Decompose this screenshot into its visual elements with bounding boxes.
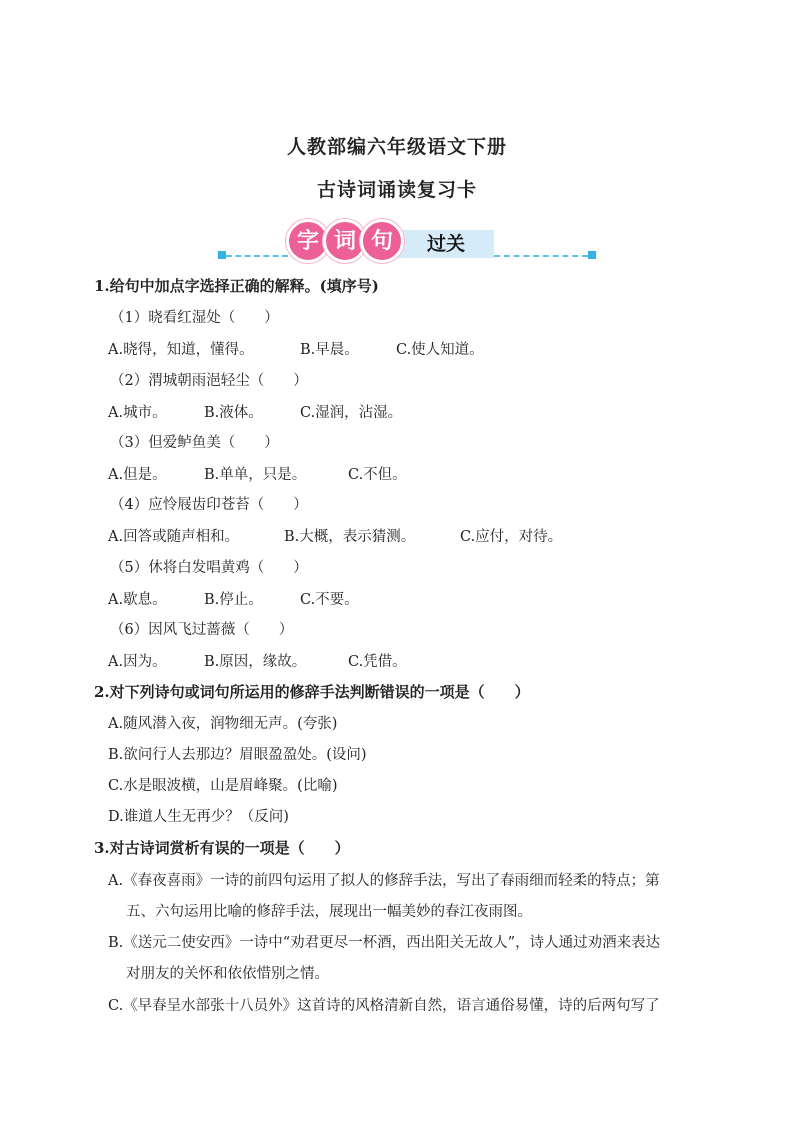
badge-left-dot bbox=[218, 251, 226, 259]
q3-option-a-line-2: 五、六句运用比喻的修辞手法，展现出一幅美妙的春江夜雨图。 bbox=[126, 904, 532, 920]
option-c: C.凭借。 bbox=[348, 654, 407, 670]
q1-item-5-prompt: （5）休将白发唱黄鸡（ ） bbox=[110, 560, 308, 576]
badge-dashed-line-left bbox=[226, 255, 288, 257]
page-subtitle: 古诗词诵读复习卡 bbox=[316, 179, 477, 201]
q1-item-2-options bbox=[108, 401, 402, 422]
option-b: B.停止。 bbox=[204, 592, 263, 608]
option-c: C.湿润，沾湿。 bbox=[300, 405, 403, 421]
badge-char-2: 词 bbox=[323, 219, 367, 263]
question-1-stem: 1.给句中加点字选择正确的解释。(填序号) bbox=[94, 277, 379, 295]
q2-option-b: B.欲问行人去那边？眉眼盈盈处。(设问) bbox=[108, 747, 367, 763]
option-b: B.原因，缘故。 bbox=[204, 654, 307, 670]
q2-option-d: D.谁道人生无再少？（反问) bbox=[108, 809, 289, 825]
q2-option-a: A.随风潜入夜，润物细无声。(夸张) bbox=[108, 716, 338, 732]
option-a: A.但是。 bbox=[108, 467, 167, 483]
option-b: B.液体。 bbox=[204, 405, 263, 421]
badge-label: 过关 bbox=[398, 230, 494, 258]
option-a: A.因为。 bbox=[108, 654, 167, 670]
q1-item-3-prompt: （3）但爱鲈鱼美（ ） bbox=[110, 435, 279, 451]
question-3-stem: 3.对古诗词赏析有误的一项是（ ） bbox=[94, 839, 350, 857]
option-c: C.使人知道。 bbox=[396, 342, 484, 358]
option-b: B.大概，表示猜测。 bbox=[284, 529, 416, 545]
badge-dashed-line-right bbox=[494, 255, 588, 257]
q1-item-6-prompt: （6）因风飞过蔷薇（ ） bbox=[110, 622, 294, 638]
option-a: A.歇息。 bbox=[108, 592, 167, 608]
page-title: 人教部编六年级语文下册 bbox=[286, 136, 507, 158]
q2-option-c: C.水是眼波横，山是眉峰聚。(比喻) bbox=[108, 778, 338, 794]
q1-item-6-options bbox=[108, 650, 407, 671]
badge-right-dot bbox=[588, 251, 596, 259]
badge-char-3: 句 bbox=[360, 219, 404, 263]
option-c: C.不但。 bbox=[348, 467, 407, 483]
q1-item-2-prompt: （2）渭城朝雨浥轻尘（ ） bbox=[110, 373, 308, 389]
q1-item-1-options bbox=[108, 338, 484, 359]
option-c: C.不要。 bbox=[300, 592, 359, 608]
q1-item-4-prompt: （4）应怜屐齿印苍苔（ ） bbox=[110, 497, 308, 513]
q1-item-4-options bbox=[108, 525, 562, 546]
badge-char-1: 字 bbox=[286, 219, 330, 263]
question-2-stem: 2.对下列诗句或词句所运用的修辞手法判断错误的一项是（ ） bbox=[94, 683, 530, 701]
q3-option-a-line-1: A.《春夜喜雨》一诗的前四句运用了拟人的修辞手法，写出了春雨细而轻柔的特点；第 bbox=[108, 873, 660, 889]
option-a: A.晓得，知道，懂得。 bbox=[108, 342, 254, 358]
q1-item-5-options bbox=[108, 588, 359, 609]
option-b: B.早晨。 bbox=[300, 342, 359, 358]
option-a: A.城市。 bbox=[108, 405, 167, 421]
q3-option-b-line-1: B.《送元二使安西》一诗中“劝君更尽一杯酒，西出阳关无故人”，诗人通过劝酒来表达 bbox=[108, 935, 661, 951]
q3-option-c-line-1: C.《早春呈水部张十八员外》这首诗的风格清新自然，语言通俗易懂，诗的后两句写了 bbox=[108, 998, 660, 1014]
q3-option-b-line-2: 对朋友的关怀和依依惜别之情。 bbox=[126, 966, 329, 982]
option-c: C.应付，对待。 bbox=[460, 529, 563, 545]
option-a: A.回答或随声相和。 bbox=[108, 529, 240, 545]
option-b: B.单单，只是。 bbox=[204, 467, 307, 483]
q1-item-1-prompt: （1）晓看红湿处（ ） bbox=[110, 310, 279, 326]
q1-item-3-options bbox=[108, 463, 407, 484]
